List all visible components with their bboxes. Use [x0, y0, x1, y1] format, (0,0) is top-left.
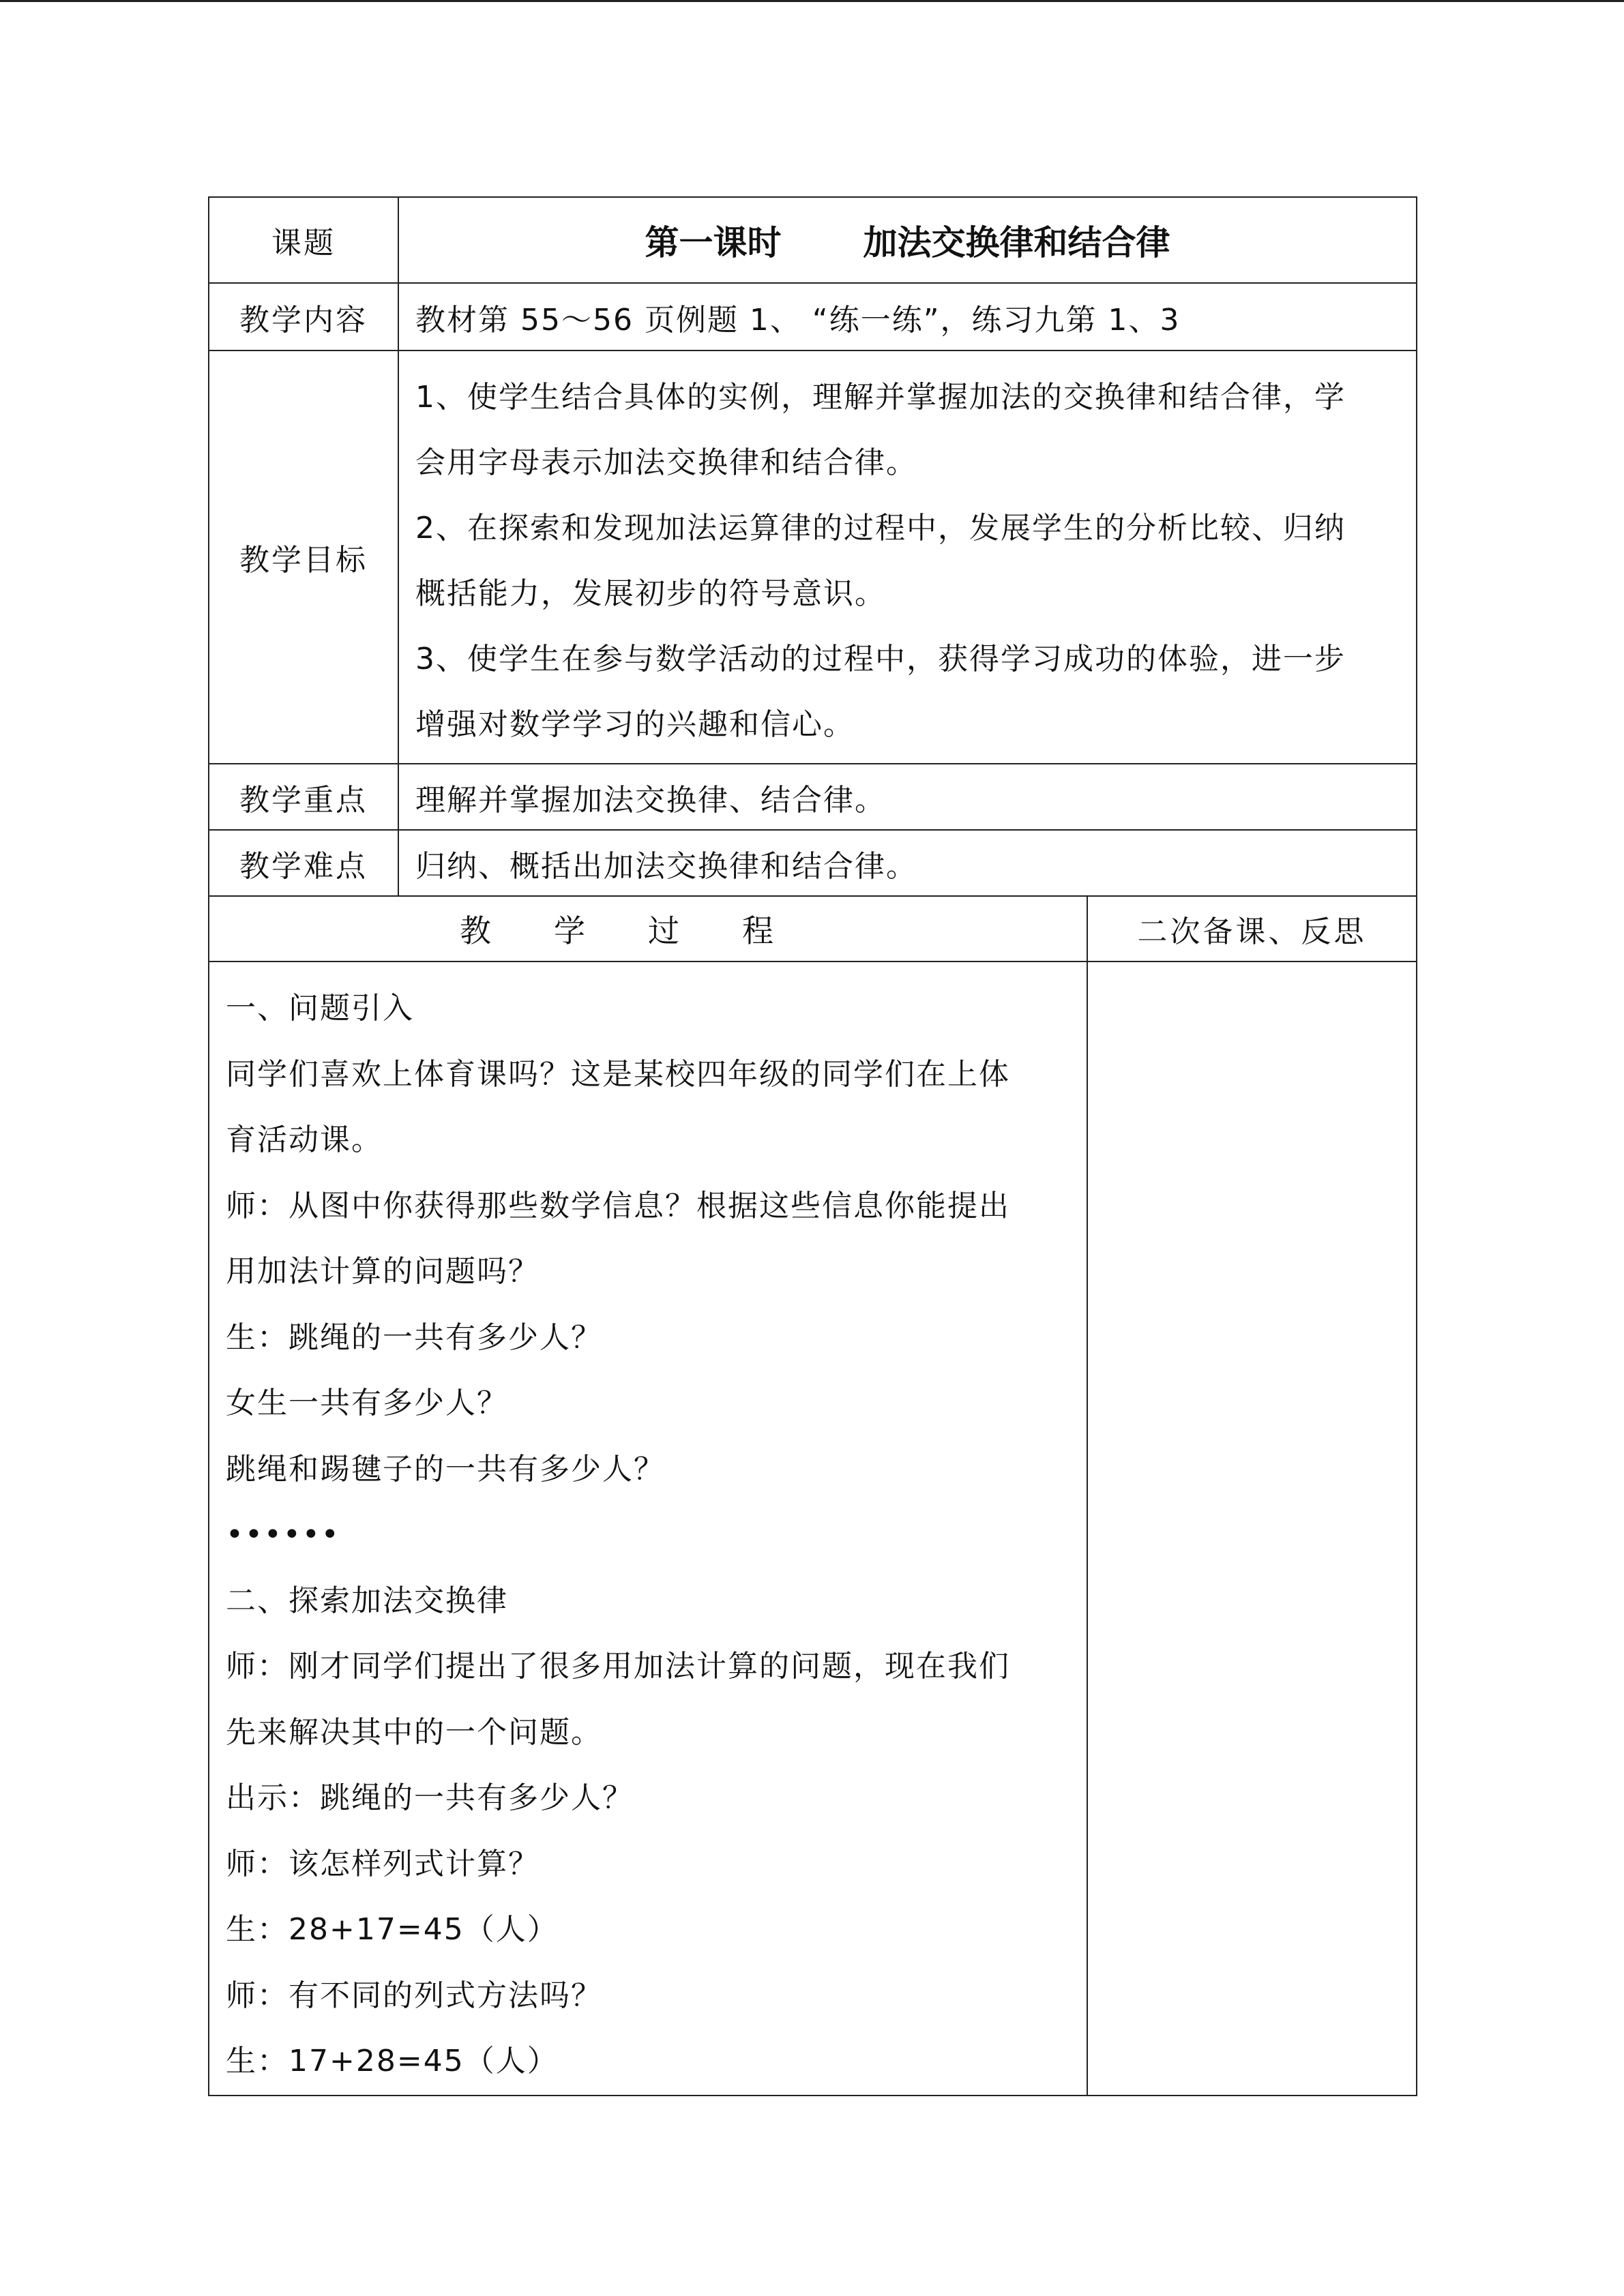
- key-point-label: 教学重点: [209, 764, 398, 830]
- process-line: 育活动课。: [226, 1122, 383, 1157]
- content-text: 教材第 55～56 页例题 1、 “练一练”，练习九第 1、3: [398, 283, 1417, 351]
- process-line: 跳绳和踢毽子的一共有多少人？: [226, 1451, 665, 1487]
- difficulty-text: 归纳、概括出加法交换律和结合律。: [398, 830, 1417, 896]
- lesson-topic: 加法交换律和结合律: [863, 223, 1170, 263]
- process-line: 生：17+28=45（人）: [226, 2044, 559, 2078]
- content-row: [209, 283, 1417, 351]
- process-line: ••••••: [226, 1517, 340, 1552]
- process-line: 生：跳绳的一共有多少人？: [226, 1320, 602, 1355]
- content-label: 教学内容: [209, 283, 398, 351]
- process-line: 生：28+17=45（人）: [226, 1912, 559, 1947]
- process-line: 师：从图中你获得那些数学信息？根据这些信息你能提出: [226, 1188, 1010, 1223]
- process-text: [209, 961, 1087, 2096]
- process-header-row: [209, 896, 1417, 961]
- process-body-row: [209, 961, 1417, 2096]
- difficulty-label: 教学难点: [209, 830, 398, 896]
- goals-label: 教学目标: [209, 351, 398, 764]
- lesson-number: 第一课时: [645, 223, 782, 263]
- process-line: 先来解决其中的一个问题。: [226, 1714, 602, 1750]
- goals-text: [398, 351, 1417, 764]
- topic-label: 课题: [209, 197, 398, 283]
- process-line: 一、问题引入: [226, 991, 414, 1026]
- goals-row: [209, 351, 1417, 764]
- reflection-heading: 二次备课、反思: [1087, 896, 1417, 961]
- goal-line: 会用字母表示加法交换律和结合律。: [415, 445, 917, 480]
- goal-line: 概括能力，发展初步的符号意识。: [415, 576, 886, 611]
- difficulty-row: [209, 830, 1417, 896]
- page-top-border: [0, 0, 1624, 2]
- key-point-text: 理解并掌握加法交换律、结合律。: [398, 764, 1417, 830]
- reflection-notes-cell: [1087, 961, 1417, 2096]
- key-point-row: [209, 764, 1417, 830]
- process-line: 二、探索加法交换律: [226, 1583, 508, 1618]
- process-heading: 教学过程: [209, 896, 1087, 961]
- lesson-title: [398, 197, 1417, 283]
- goal-line: 2、在探索和发现加法运算律的过程中，发展学生的分析比较、归纳: [415, 511, 1346, 546]
- goal-line: 3、使学生在参与数学活动的过程中，获得学习成功的体验，进一步: [415, 642, 1346, 676]
- process-line: 师：该怎样列式计算？: [226, 1846, 540, 1881]
- topic-row: [209, 197, 1417, 283]
- goal-line: 1、使学生结合具体的实例，理解并掌握加法的交换律和结合律，学: [415, 380, 1346, 415]
- goal-line: 增强对数学学习的兴趣和信心。: [415, 707, 855, 742]
- lesson-plan-table: [208, 196, 1417, 2096]
- process-line: 师：有不同的列式方法吗？: [226, 1978, 602, 2013]
- process-line: 出示：跳绳的一共有多少人？: [226, 1780, 634, 1815]
- process-line: 同学们喜欢上体育课吗？这是某校四年级的同学们在上体: [226, 1056, 1010, 1092]
- process-line: 用加法计算的问题吗？: [226, 1254, 540, 1289]
- process-line: 女生一共有多少人？: [226, 1386, 508, 1420]
- process-line: 师：刚才同学们提出了很多用加法计算的问题，现在我们: [226, 1649, 1010, 1684]
